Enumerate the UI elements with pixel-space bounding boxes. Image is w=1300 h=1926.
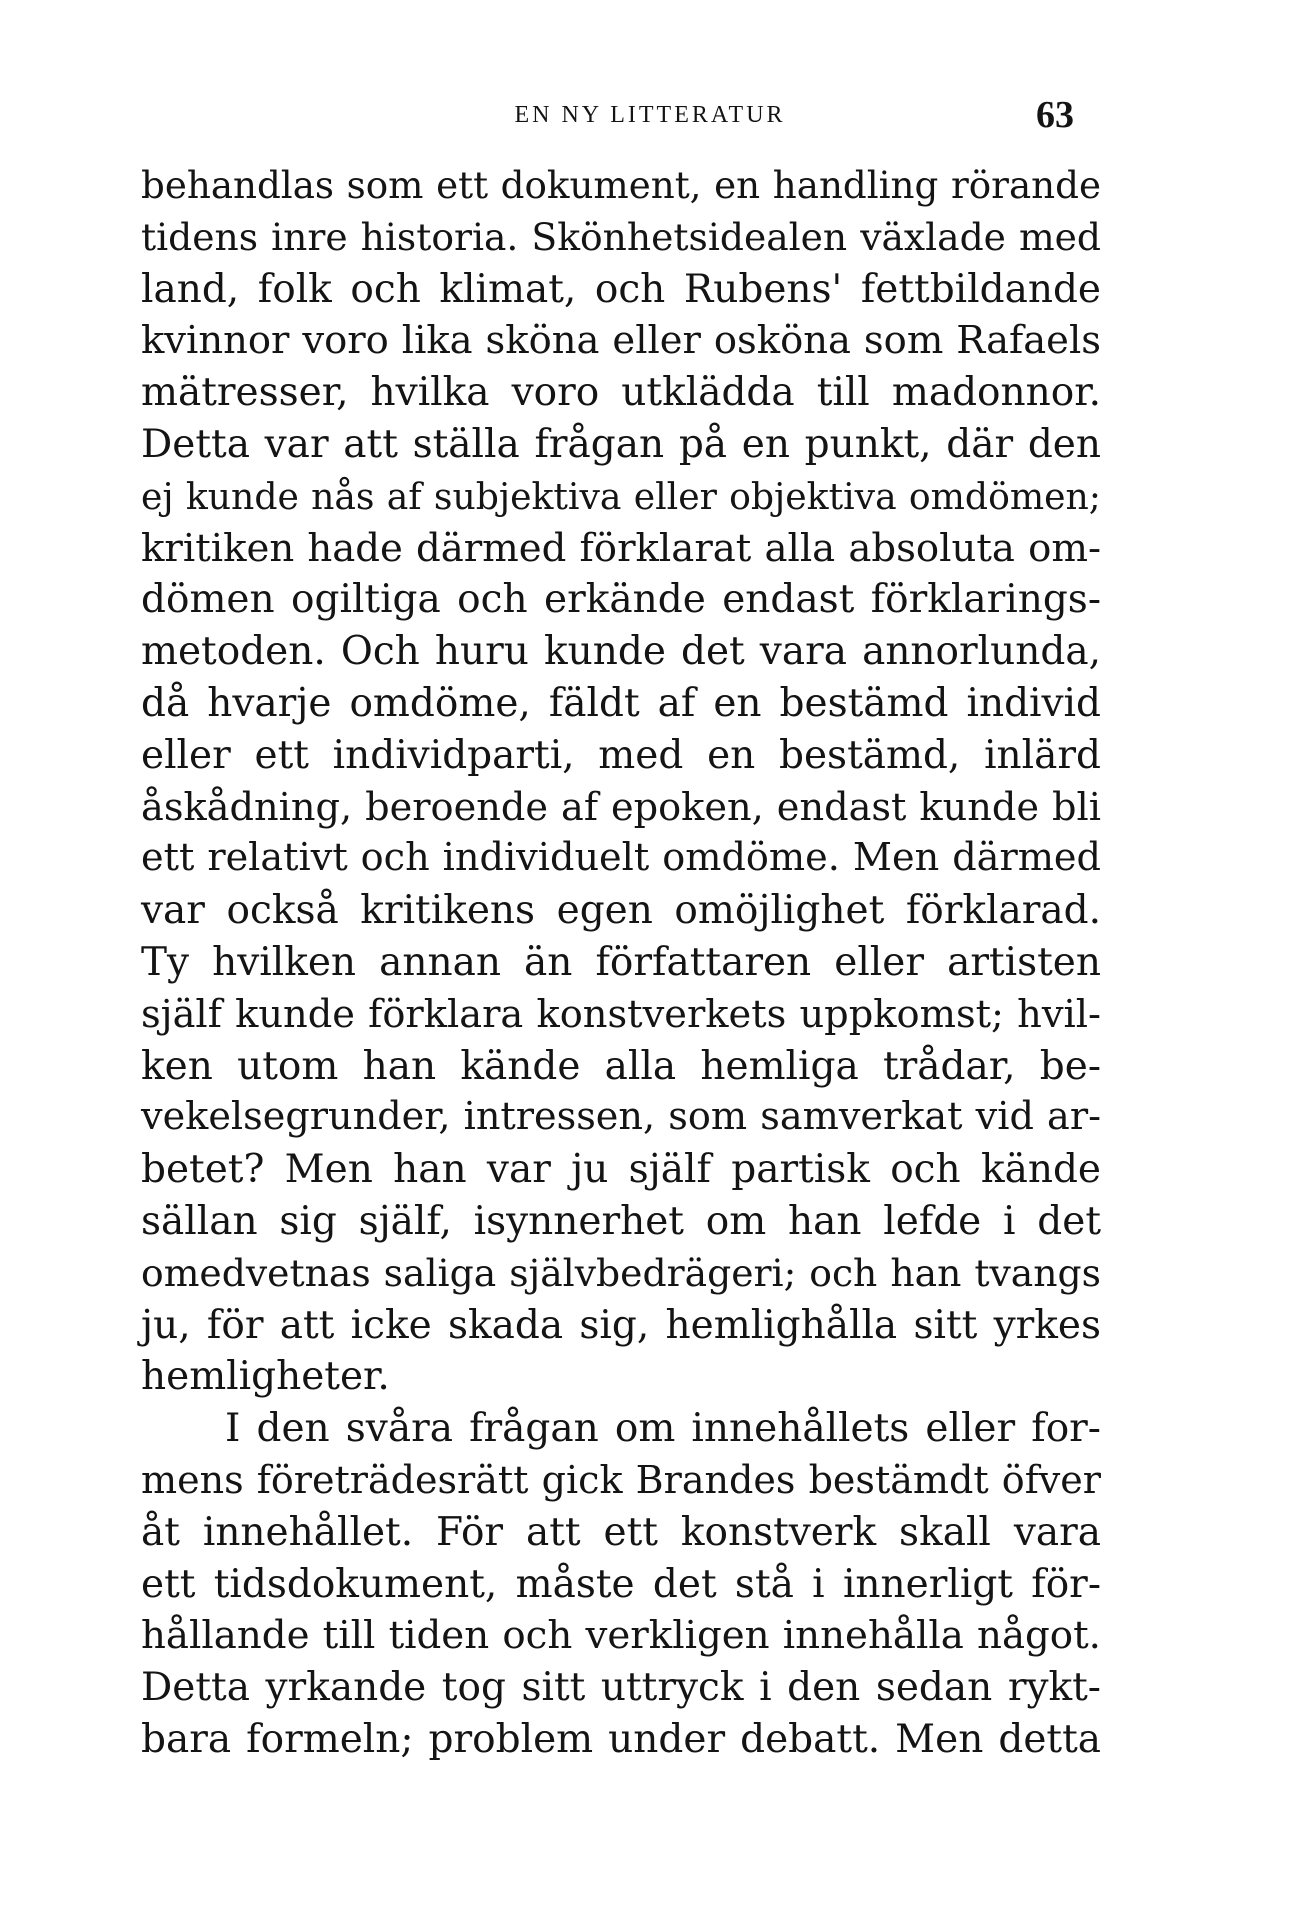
text-line: vekelsegrunder, intressen, som samverkat vid ar- [141,1095,1101,1140]
text-line: sällan sig själf, isynnerhet om han lefde i det [141,1198,1101,1244]
text-line: eller ett individparti, med en bestämd, inlärd [141,732,1101,778]
text-line: Ty hvilken annan än författaren eller artisten [141,939,1101,985]
text-line: mätresser, hvilka voro utklädda till madonnor. [141,370,1101,416]
text-line: hemligheter. [141,1354,390,1400]
text-line: ej kunde nås af subjektiva eller objektiva omdömen; [141,474,1101,518]
text-line: ju, för att icke skada sig, hemlighålla sitt yrkes [141,1302,1101,1348]
text-line: land, folk och klimat, och Rubens' fettbildande [141,266,1101,312]
text-line: omedvetnas saliga självbedrägeri; och han tvangs [141,1250,1101,1295]
running-head [0,94,1300,140]
text-line: åt innehållet. För att ett konstverk skall vara [141,1509,1101,1555]
page-number: 63 [1036,94,1074,136]
text-line: behandlas som ett dokument, en handling rörande [141,163,1101,207]
text-line: Detta var att ställa frågan på en punkt, där den [141,421,1101,467]
text-line: var också kritikens egen omöjlighet förklarad. [141,888,1101,934]
text-line: dömen ogiltiga och erkände endast förklarings- [141,577,1101,623]
text-line: Detta yrkande tog sitt uttryck i den sedan rykt- [141,1665,1101,1711]
paragraph-2 [141,1403,1101,1766]
text-line: tidens inre historia. Skönhetsidealen växlade med [141,214,1101,259]
text-line: ett relativt och individuelt omdöme. Men därmed [141,836,1101,881]
text-line: hållande till tiden och verkligen innehålla något. [141,1613,1101,1659]
text-line: betet? Men han var ju själf partisk och kände [141,1147,1101,1193]
running-title: EN NY LITTERATUR [514,102,786,128]
body-text [141,160,1101,1766]
text-line: själf kunde förklara konstverkets uppkomst; hvil- [141,991,1101,1037]
text-line: ett tidsdokument, måste det stå i innerligt för- [141,1561,1101,1607]
text-line: kvinnor voro lika sköna eller osköna som Rafaels [141,318,1101,364]
text-line: ken utom han kände alla hemliga trådar, be- [141,1043,1101,1089]
text-line: då hvarje omdöme, fäldt af en bestämd individ [141,680,1101,726]
text-line: I den svåra frågan om innehållets eller for- [225,1406,1101,1452]
text-line: metoden. Och huru kunde det vara annorlunda, [141,629,1101,675]
text-line: kritiken hade därmed förklarat alla absoluta om- [141,525,1101,571]
text-line: åskådning, beroende af epoken, endast kunde bli [141,784,1101,830]
text-line: mens företrädesrätt gick Brandes bestämdt öfver [141,1457,1101,1502]
paragraph-1 [141,160,1101,1403]
text-line: bara formeln; problem under debatt. Men detta [141,1716,1101,1762]
